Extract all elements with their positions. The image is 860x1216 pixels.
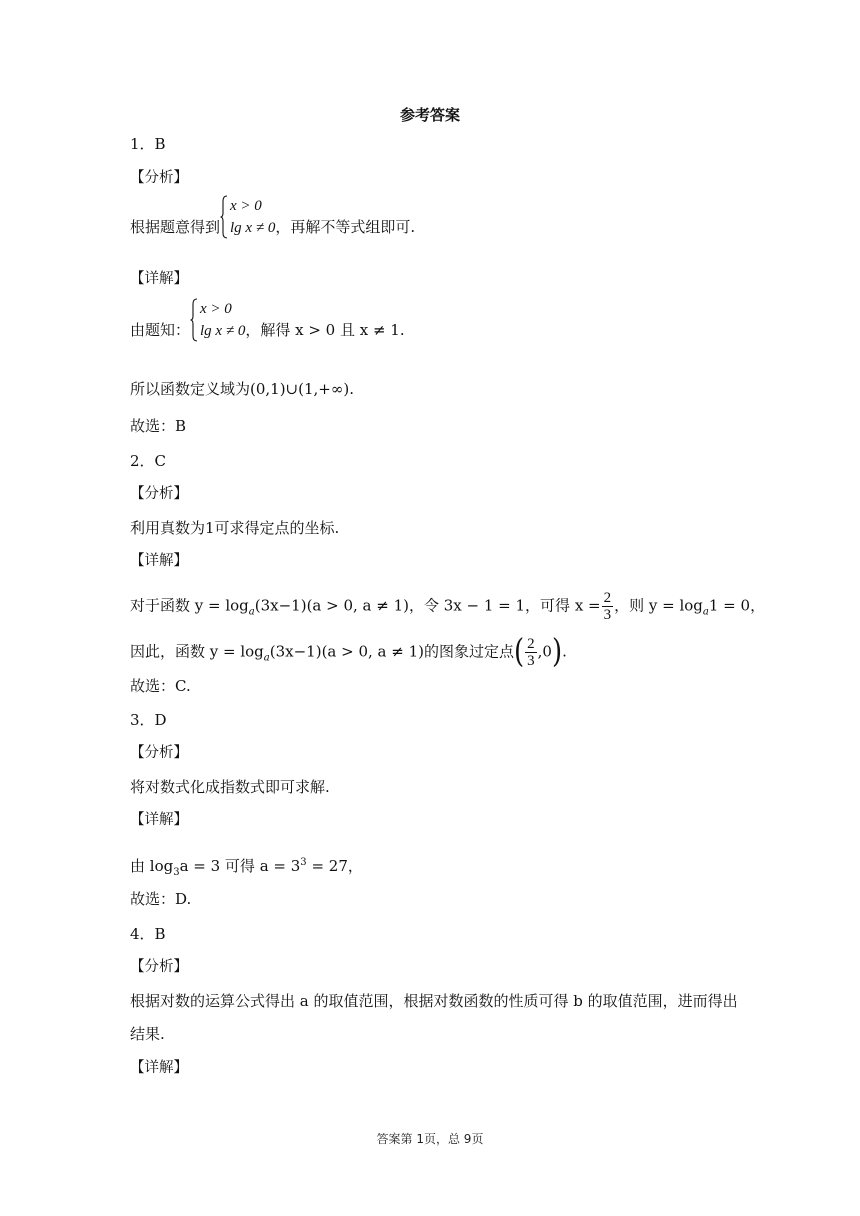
q1-sys-row1: x > 0: [230, 198, 262, 214]
q3-answer: 3．D: [130, 711, 167, 729]
q1-detail-line: [130, 301, 405, 342]
q2-l1-mid: (3x−1)(a > 0, a ≠ 1)，令 3x − 1 = 1，可得 x =: [254, 596, 601, 615]
q2-l2-post: .: [562, 642, 567, 661]
page-title: 参考答案: [399, 106, 460, 124]
q1-analysis-post: ，再解不等式组即可.: [275, 218, 416, 236]
brace-icon: [190, 298, 198, 342]
q1-sys-row2: lg x ≠ 0: [230, 220, 276, 236]
q2-l1-post: ，则 y = log: [614, 596, 703, 615]
q1-analysis-line: [130, 198, 416, 239]
frac-num: 2: [527, 636, 535, 652]
q3-detail-line: [130, 853, 363, 883]
q4-analysis-line1: 根据对数的运算公式得出 a 的取值范围，根据对数函数的性质可得 b 的取值范围，进而得出: [130, 992, 738, 1010]
fraction-point-x: [525, 636, 537, 669]
q1-detail-pre: 由题知：: [130, 321, 191, 339]
q3-analysis-label: 【分析】: [130, 745, 188, 761]
frac-num: 2: [603, 590, 612, 606]
frac-den: 3: [527, 653, 535, 669]
q4-answer: 4．B: [130, 925, 166, 943]
page-footer: 答案第 1页，总 9页: [376, 1132, 484, 1146]
q2-detail-line2: [130, 632, 567, 671]
q1-choice: 故选：B: [130, 417, 187, 435]
q3-choice: 故选：D.: [130, 890, 192, 908]
right-paren: ): [551, 632, 563, 671]
q2-answer: 2．C: [130, 452, 167, 470]
q1-answer: 1．B: [130, 135, 166, 153]
q1-domain-line: 所以函数定义域为(0,1)∪(1,+∞).: [130, 380, 354, 398]
q2-analysis-label: 【分析】: [130, 486, 188, 502]
brace-icon: [220, 195, 228, 239]
q1-detail-row1: x > 0: [200, 301, 232, 317]
q4-analysis-label: 【分析】: [130, 959, 188, 975]
frac-den: 3: [603, 607, 612, 623]
q2-point-tail: ,0: [537, 642, 552, 661]
q2-analysis: 利用真数为1可求得定点的坐标.: [130, 519, 340, 537]
q2-l2-mid: (3x−1)(a > 0, a ≠ 1)的图象过定点: [269, 642, 514, 661]
q3-detail-label: 【详解】: [130, 812, 188, 828]
q1-detail-post: ，解得 x > 0 且 x ≠ 1.: [245, 321, 405, 339]
q2-l2-base: a: [263, 652, 270, 664]
q3-base: 3: [173, 867, 180, 878]
q1-detail-system: [190, 298, 245, 342]
q1-inequality-system: [220, 195, 275, 239]
q1-analysis-pre: 根据题意得到: [130, 218, 221, 236]
q4-detail-label: 【详解】: [130, 1060, 188, 1076]
q2-l2-pre: 因此，函数 y = log: [130, 642, 264, 661]
q3-analysis: 将对数式化成指数式即可求解.: [130, 778, 330, 796]
q3-exp: 3: [300, 857, 307, 868]
q4-analysis-line2: 结果.: [130, 1025, 165, 1043]
q1-detail-label: 【详解】: [130, 271, 188, 287]
q2-detail-label: 【详解】: [130, 553, 188, 569]
q3-post: = 27，: [306, 857, 363, 875]
q2-detail-line1: [130, 590, 765, 623]
q2-l1-end: 1 = 0，: [708, 596, 766, 615]
left-paren: (: [514, 632, 525, 671]
fraction-two-thirds: [602, 590, 614, 623]
q3-pre: 由 log: [130, 857, 174, 875]
q1-analysis-label: 【分析】: [130, 170, 188, 186]
q2-l1-base: a: [248, 606, 255, 618]
q2-l1-base2: a: [702, 606, 709, 618]
q2-l1-pre: 对于函数 y = log: [130, 596, 249, 615]
q1-detail-row2: lg x ≠ 0: [200, 323, 246, 339]
q3-mid: a = 3 可得 a = 3: [179, 857, 301, 875]
q2-choice: 故选：C.: [130, 677, 191, 695]
